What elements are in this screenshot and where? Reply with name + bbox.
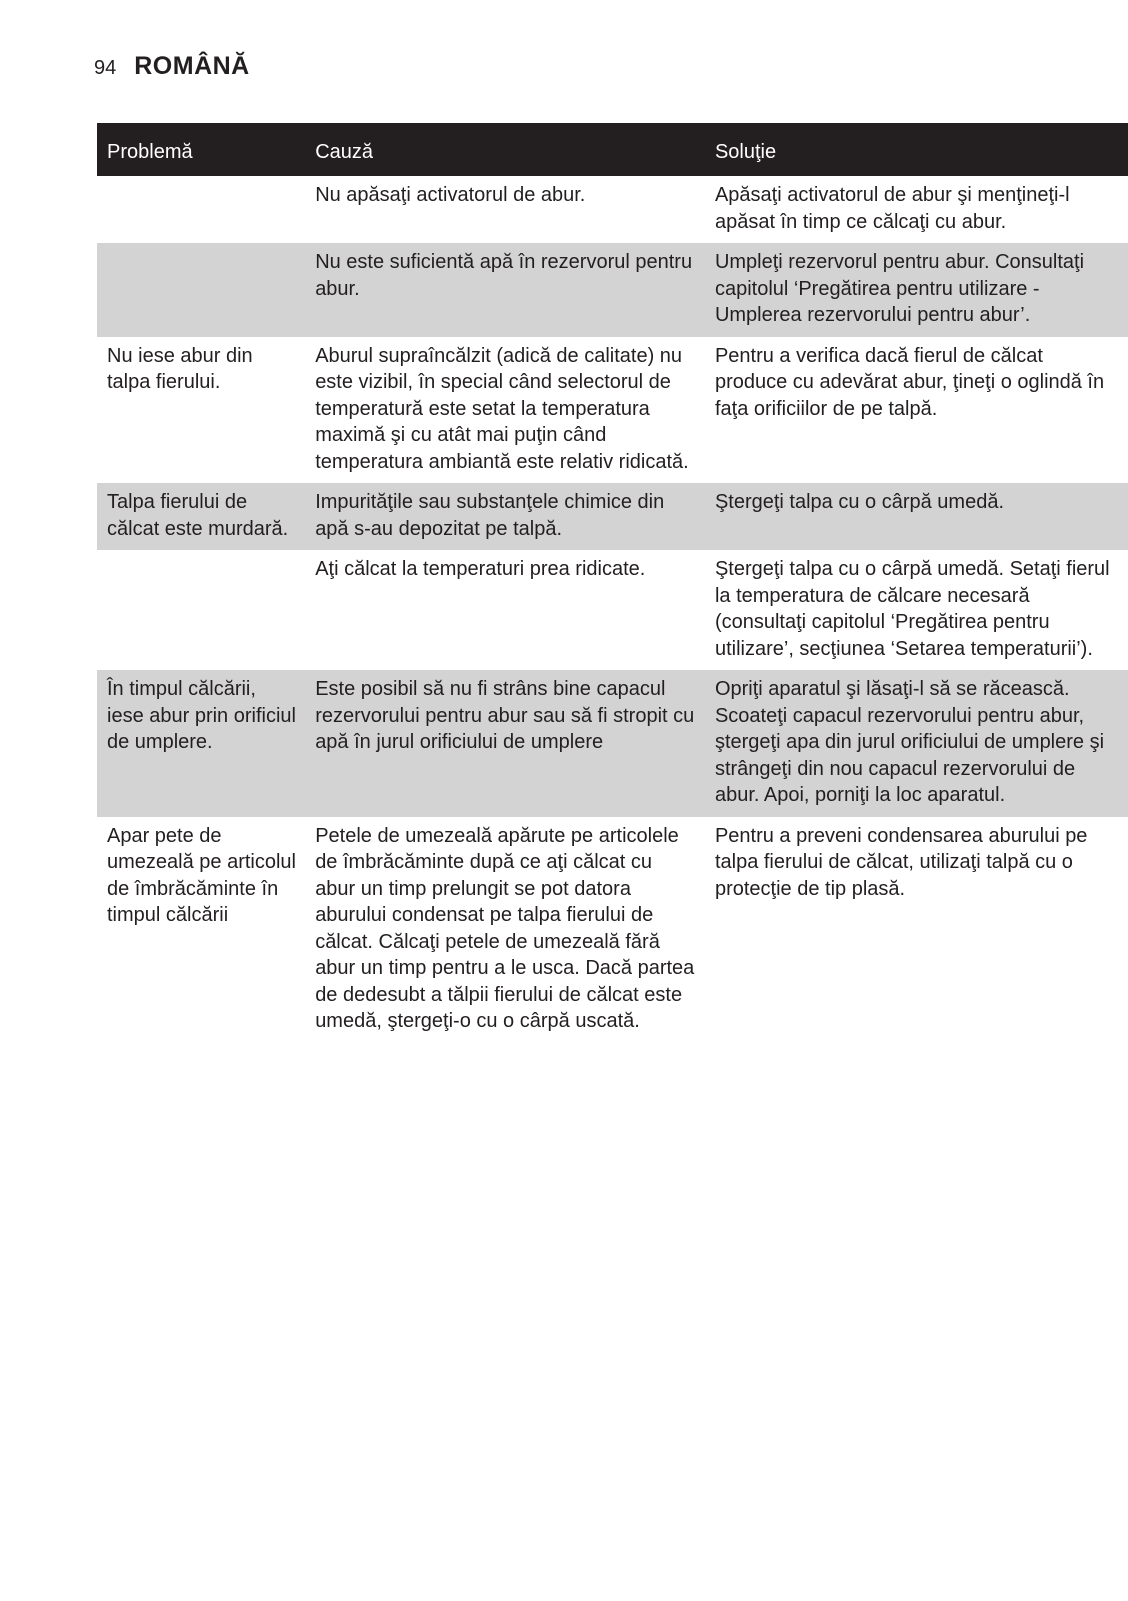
- table-row: [97, 176, 1128, 243]
- solution-cell: Ştergeţi talpa cu o cârpă umedă.: [705, 483, 1128, 550]
- cause-cell: Aburul supraîncălzit (adică de calitate) nu este vizibil, în special când selectorul de temperatură este setat la temperatura maximă şi cu atât mai puţin când temperatura ambiantă este relativ ridicată.: [305, 337, 705, 484]
- page-header: [94, 52, 250, 92]
- problem-cell: [97, 243, 305, 337]
- column-header-problem: Problemă: [97, 123, 305, 176]
- solution-cell: Ştergeţi talpa cu o cârpă umedă. Setaţi fierul la temperatura de călcare necesară (consultaţi capitolul ‘Pregătirea pentru utilizare’, secţiunea ‘Setarea temperaturii’).: [705, 550, 1128, 670]
- problem-cell: În timpul călcării, iese abur prin orificiul de umplere.: [97, 670, 305, 817]
- column-header-solution: Soluţie: [705, 123, 1128, 176]
- column-header-cause: Cauză: [305, 123, 705, 176]
- cause-cell: Aţi călcat la temperaturi prea ridicate.: [305, 550, 705, 670]
- cause-cell: Impurităţile sau substanţele chimice din apă s-au depozitat pe talpă.: [305, 483, 705, 550]
- cause-cell: Petele de umezeală apărute pe articolele de îmbrăcăminte după ce aţi călcat cu abur un timp prelungit se pot datora aburului condensat pe talpa fierului de călcat. Călcaţi petele de umezeală fără abur un timp pentru a le usca. Dacă partea de dedesubt a tălpii fierului de călcat este umedă, ştergeţi-o cu o cârpă uscată.: [305, 817, 705, 1043]
- cause-cell: Nu apăsaţi activatorul de abur.: [305, 176, 705, 243]
- problem-cell: Nu iese abur din talpa fierului.: [97, 337, 305, 484]
- cause-cell: Este posibil să nu fi strâns bine capacul rezervorului pentru abur sau să fi stropit cu apă în jurul orificiului de umplere: [305, 670, 705, 817]
- table-row: [97, 243, 1128, 337]
- table-row: [97, 483, 1128, 550]
- language-title: ROMÂNĂ: [134, 52, 250, 80]
- page-number: 94: [94, 57, 117, 79]
- solution-cell: Umpleţi rezervorul pentru abur. Consultaţi capitolul ‘Pregătirea pentru utilizare - Umplerea rezervorului pentru abur’.: [705, 243, 1128, 337]
- table-row: [97, 670, 1128, 817]
- solution-cell: Apăsaţi activatorul de abur şi menţineţi-l apăsat în timp ce călcaţi cu abur.: [705, 176, 1128, 243]
- troubleshooting-table: [97, 123, 1128, 1043]
- table-row: [97, 337, 1128, 484]
- table-row: [97, 550, 1128, 670]
- problem-cell: [97, 550, 305, 670]
- table-row: [97, 817, 1128, 1043]
- problem-cell: [97, 176, 305, 243]
- cause-cell: Nu este suficientă apă în rezervorul pentru abur.: [305, 243, 705, 337]
- table-header-row: [97, 123, 1128, 176]
- problem-cell: Talpa fierului de călcat este murdară.: [97, 483, 305, 550]
- solution-cell: Pentru a verifica dacă fierul de călcat produce cu adevărat abur, ţineţi o oglindă în faţa orificiilor de pe talpă.: [705, 337, 1128, 484]
- problem-cell: Apar pete de umezeală pe articolul de îmbrăcăminte în timpul călcării: [97, 817, 305, 1043]
- solution-cell: Pentru a preveni condensarea aburului pe talpa fierului de călcat, utilizaţi talpă cu o protecţie de tip plasă.: [705, 817, 1128, 1043]
- solution-cell: Opriţi aparatul şi lăsaţi-l să se răcească. Scoateţi capacul rezervorului pentru abur, ştergeţi apa din jurul orificiului de umplere şi strângeţi din nou capacul rezervorului de abur. Apoi, porniţi la loc aparatul.: [705, 670, 1128, 817]
